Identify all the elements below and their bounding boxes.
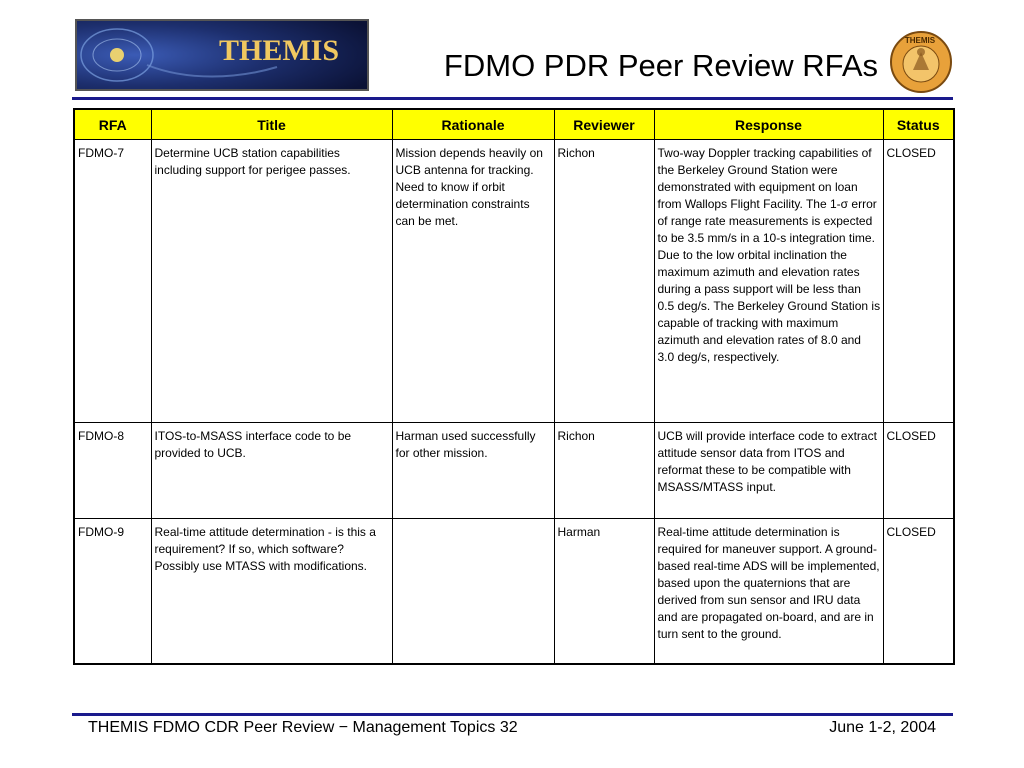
seal-text: THEMIS [904,36,936,45]
footer-rule [72,713,953,716]
cell-status: CLOSED [883,140,954,423]
page-title: FDMO PDR Peer Review RFAs [443,48,878,83]
table-row [74,423,954,519]
themis-logo-icon [77,21,367,89]
themis-logo [75,19,369,91]
cell-reviewer: Richon [554,423,654,519]
col-header-response: Response [654,109,883,140]
cell-status: CLOSED [883,423,954,519]
cell-title: Real-time attitude determination - is this a requirement? If so, which software? Possibly use MTASS with modifications. [151,519,392,664]
footer-date: June 1-2, 2004 [829,719,936,736]
cell-title: Determine UCB station capabilities including support for perigee passes. [151,140,392,423]
logo-text: THEMIS [219,34,340,67]
col-header-title: Title [151,109,392,140]
footer-title: THEMIS FDMO CDR Peer Review − Management Topics 32 [88,719,518,736]
table-row [74,140,954,423]
table-row [74,519,954,664]
cell-rfa: FDMO-8 [74,423,151,519]
col-header-rationale: Rationale [392,109,554,140]
col-header-rfa: RFA [74,109,151,140]
cell-rationale [392,519,554,664]
cell-rfa: FDMO-7 [74,140,151,423]
cell-rationale: Mission depends heavily on UCB antenna for tracking. Need to know if orbit determination constraints can be met. [392,140,554,423]
cell-response: Real-time attitude determination is required for maneuver support. A ground-based real-time ADS will be implemented, based upon the quaternions that are derived from sun sensor and IRU data and are propagated on-board, and are in turn sent to the ground. [654,519,883,664]
table-header-row [74,109,954,140]
cell-title: ITOS-to-MSASS interface code to be provided to UCB. [151,423,392,519]
cell-reviewer: Harman [554,519,654,664]
cell-rationale: Harman used successfully for other mission. [392,423,554,519]
cell-reviewer: Richon [554,140,654,423]
cell-rfa: FDMO-9 [74,519,151,664]
cell-status: CLOSED [883,519,954,664]
themis-seal-icon [889,30,953,94]
col-header-status: Status [883,109,954,140]
rfa-table [73,108,955,665]
col-header-reviewer: Reviewer [554,109,654,140]
header-rule [72,97,953,100]
cell-response: UCB will provide interface code to extract attitude sensor data from ITOS and reformat these to be compatible with MSASS/MTASS input. [654,423,883,519]
cell-response: Two-way Doppler tracking capabilities of the Berkeley Ground Station were demonstrated with equipment on loan from Wallops Flight Facility. The 1-σ error of range rate measurements is expected to be 3.5 mm/s in a 10-s integration time. Due to the low orbital inclination the maximum azimuth and elevation rates during a pass support will be less than 0.5 deg/s. The Berkeley Ground Station is capable of tracking with maximum azimuth and elevation rates of 8.0 and 3.0 deg/s, respectively. [654,140,883,423]
